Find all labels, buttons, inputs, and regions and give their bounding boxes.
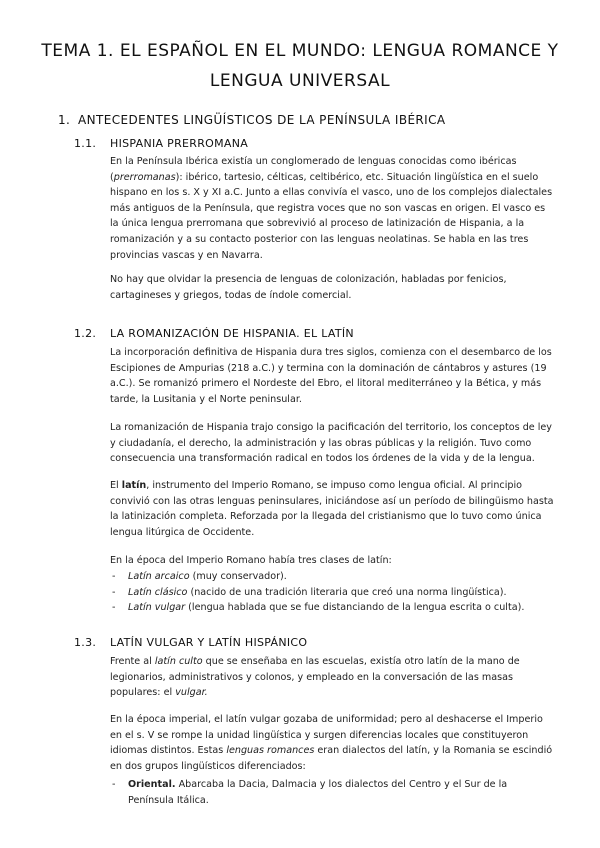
latin-types-list [110,569,554,616]
subsection-number: 1.3. [74,636,97,649]
section-heading-1 [58,113,446,127]
italic-term: Latín clásico [128,586,188,598]
list-item [110,600,554,616]
paragraph: La incorporación definitiva de Hispania dura tres siglos, comienza con el desembarco de los Escipiones de Ampurias (218 a.C.) y termina con la dominación de cántabros y astures (19 a.C.). Se romanizó primero el Nordeste del Ebro, el litoral mediterráneo y la Bética, y más tarde, la Lusitania y el Norte peninsular. [110,347,552,405]
subsection-heading-1-3 [74,636,307,649]
text: (muy conservador). [189,571,287,582]
text: Frente al [110,656,155,667]
paragraph [110,478,554,540]
paragraph: En la época del Imperio Romano había tres clases de latín: [110,555,392,566]
paragraph: La romanización de Hispania trajo consigo la pacificación del territorio, los conceptos de ley y ciudadanía, el derecho, la administración y las obras públicas y la religión. Tuvo como consecuencia una transformación radical en todos los órdenes de la vida y de la lengua. [110,422,552,465]
italic-term: lenguas romances [226,745,315,757]
subsection-heading-1-2 [74,327,354,340]
italic-term: Latín vulgar [128,602,186,614]
subsection-number: 1.2. [74,327,97,340]
italic-term: vulgar. [175,687,208,699]
paragraph [110,654,554,701]
subsection-label: LATÍN VULGAR Y LATÍN HISPÁNICO [110,636,308,649]
romance-groups-list [110,777,554,808]
subsection-heading-1-1 [74,137,248,150]
page-title: TEMA 1. EL ESPAÑOL EN EL MUNDO: LENGUA ROMANCE Y LENGUA UNIVERSAL [41,41,559,91]
paragraph [110,154,554,263]
text: ): ibérico, tartesio, célticas, celtibérico, etc. Situación lingüística en el suelo hispano en los s. X y XI a.C. Junto a ellas convivía el vasco, uno de los complejos dialectales más antiguos de la Península, que registra voces que no son vascas en origen. El vasco es la única lengua prerromana que sobrevivió al proceso de latinización de Hispania, a la romanización y a su contacto posterior con las lenguas neolatinas. Se habla en las tres provincias vascas y en Navarra. [110,171,553,261]
subsection-label: LA ROMANIZACIÓN DE HISPANIA. EL LATÍN [110,327,354,340]
text: Abarcaba la Dacia, Dalmacia y los dialectos del Centro y el Sur de la Península Itálica. [128,779,508,806]
italic-term: Latín arcaico [128,571,190,582]
text: eran dialectos del latín, y la Romania se escindió en dos grupos lingüísticos diferenciados: [110,745,553,772]
text: (lengua hablada que se fue distanciando de la lengua escrita o culta). [185,602,525,614]
text: (nacido de una tradición literaria que creó una norma lingüística). [187,586,507,598]
section-label: ANTECEDENTES LINGÜÍSTICOS DE LA PENÍNSULA IBÉRICA [78,113,446,127]
italic-term: prerromanas [113,171,176,183]
text: que se enseñaba en las escuelas, existía otro latín de la mano de legionarios, administrativos y colonos, y empleado en la conversación de las masas populares: el [110,656,520,699]
subsection-label: HISPANIA PRERROMANA [110,137,249,150]
text: En la Península Ibérica existía un conglomerado de lenguas conocidas como ibéricas ( [110,156,517,183]
subsection-number: 1.1. [74,137,97,150]
bold-term: Oriental. [128,779,176,790]
text: En la época imperial, el latín vulgar gozaba de uniformidad; pero al deshacerse el Imperio en el s. V se rompe la unidad lingüística y surgen diferencias locales que constituyeron idiomas distintos. Estas [110,714,543,757]
list-item [110,569,554,585]
bold-term: latín [121,480,147,491]
text: El [110,480,122,491]
text: , instrumento del Imperio Romano, se impuso como lengua oficial. Al principio convivió con las otras lenguas peninsulares, iniciándose así un período de bilingüismo hasta la latinización completa. Reforzada por la llegada del cristianismo que lo tuvo como única lengua litúrgica de Occidente. [110,480,554,538]
italic-term: latín culto [154,656,203,667]
paragraph: No hay que olvidar la presencia de lenguas de colonización, habladas por fenicios, cartagineses y griegos, todas de índole comercial. [110,274,507,301]
paragraph [110,712,554,774]
list-item [110,585,554,601]
section-number: 1. [58,113,71,127]
list-item [110,777,554,808]
